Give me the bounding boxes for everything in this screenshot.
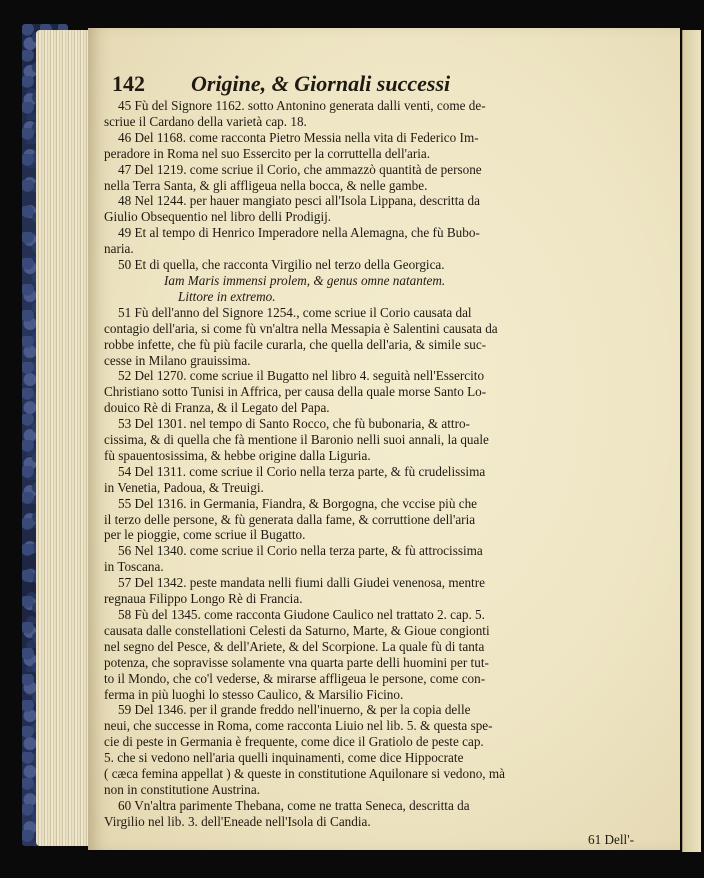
text-line: Christiano sotto Tunisi in Affrica, per causa della quale morse Santo Lo- — [104, 384, 487, 400]
text-line: 54 Del 1311. come scriue il Corio nella terza parte, & fù crudelissima — [118, 463, 486, 479]
text-line: non in constitutione Austrina. — [104, 781, 261, 797]
text-line: Virgilio nel lib. 3. dell'Eneade nell'Isola di Candia. — [104, 813, 371, 829]
text-line: ferma in più luoghi lo stesso Caulico, & Marsilio Ficino. — [104, 686, 404, 702]
text-line: regnaua Filippo Longo Rè di Francia. — [104, 591, 303, 607]
text-line: potenza, che sopravisse solamente vna quarta parte delli huomini per tut- — [104, 654, 489, 670]
text-line: 49 Et al tempo di Henrico Imperadore nella Alemagna, che fù Bubo- — [118, 225, 480, 241]
text-line: 45 Fù del Signore 1162. sotto Antonino generata dalli venti, come de- — [118, 98, 486, 113]
text-line: 50 Et di quella, che racconta Virgilio nel terzo della Georgica. — [118, 257, 445, 273]
text-line: 53 Del 1301. nel tempo di Santo Rocco, che fù bubonaria, & attro- — [118, 416, 470, 432]
text-line: 52 Del 1270. come scriue il Bugatto nel libro 4. seguità nell'Essercito — [118, 368, 485, 384]
text-line: 58 Fù del 1345. come racconta Giudone Caulico nel trattato 2. cap. 5. — [118, 607, 485, 622]
text-line: nel segno del Pesce, & dell'Ariete, & del Scorpione. La quale fù di tanta — [104, 638, 485, 654]
text-line: peradore in Roma nel suo Essercito per la corruttella dell'aria. — [104, 145, 431, 161]
text-line: cie di peste in Germania è frequente, come dice il Gratiolo de peste cap. — [104, 734, 484, 750]
text-line: 51 Fù dell'anno del Signore 1254., come scriue il Corio causata dal — [118, 304, 472, 320]
text-line: naria. — [104, 241, 134, 257]
page-number: 142 — [112, 71, 145, 96]
text-line: contagio dell'aria, si come fù vn'altra nella Messapia è Salentini causata da — [104, 320, 498, 336]
text-line: causata dalle constellationi Celesti da Saturno, Marte, & Gioue congionti — [104, 622, 490, 638]
text-line: Littore in extremo. — [178, 288, 276, 304]
text-line: in Toscana. — [104, 559, 164, 575]
text-line: nella Terra Santa, & gli affligeua nella bocca, & nelle gambe. — [104, 177, 428, 193]
text-line: neui, che successe in Roma, come racconta Liuio nel lib. 5. & questa spe- — [104, 718, 493, 734]
text-line: cissima, & di quella che fà mentione il Baronio nelli suoi annali, la quale — [104, 432, 489, 448]
text-line: Giulio Obsequentio nel libro delli Prodigij. — [104, 209, 332, 225]
text-line: Iam Maris immensi prolem, & genus omne natantem. — [164, 272, 446, 288]
facing-page-edge — [682, 30, 701, 852]
text-line: 47 Del 1219. come scriue il Corio, che ammazzò quantità de persone — [118, 161, 482, 177]
text-line: douico Rè di Franza, & il Legato del Papa. — [104, 400, 330, 416]
text-line: scriue il Cardano della varietà cap. 18. — [104, 113, 307, 129]
text-line: 56 Nel 1340. come scriue il Corio nella terza parte, & fù attrocissima — [118, 543, 483, 559]
text-line: 48 Nel 1244. per hauer mangiato pesci all'Isola Lippana, descritta da — [118, 193, 480, 209]
text-line: robbe infette, che fù più facile curarla, che quella dell'aria, & simile suc- — [104, 336, 487, 352]
page-header — [112, 70, 674, 98]
text-line: 55 Del 1316. in Germania, Fiandra, & Borgogna, che vccise più che — [118, 495, 478, 511]
text-line: ( cæca femina appellat ) & queste in constitutione Aquilonare si vedono, mà — [104, 766, 506, 782]
text-line: in Venetia, Padoua, & Treuigi. — [104, 479, 264, 495]
text-line: cesse in Milano grauissima. — [104, 352, 251, 368]
text-line: 60 Vn'altra parimente Thebana, come ne tratta Seneca, descritta da — [118, 797, 470, 813]
text-line: 59 Del 1346. per il grande freddo nell'inuerno, & per la copia delle — [118, 702, 471, 718]
catchword: 61 Dell'- — [588, 831, 634, 847]
text-line: to il Mondo, che co'l vederse, & mirarse affligeua le persone, come con- — [104, 670, 486, 686]
text-line: per le pioggie, come scriue il Bugatto. — [104, 527, 306, 543]
text-line: 46 Del 1168. come racconta Pietro Messia nella vita di Federico Im- — [118, 129, 479, 145]
running-title: Origine, & Giornali successi — [191, 71, 451, 96]
text-line: il terzo delle persone, & fù generata dalla fame, & corruttione dell'aria — [104, 511, 476, 527]
text-line: fù spauentosissima, & hebbe origine dalla Liguria. — [104, 447, 371, 463]
page-text — [104, 70, 674, 848]
text-body — [104, 98, 674, 830]
text-line: 57 Del 1342. peste mandata nelli fiumi dalli Giudei venenosa, mentre — [118, 575, 485, 591]
text-line: 5. che si vedono nell'aria quelli inquinamenti, come dice Hippocrate — [104, 750, 464, 766]
